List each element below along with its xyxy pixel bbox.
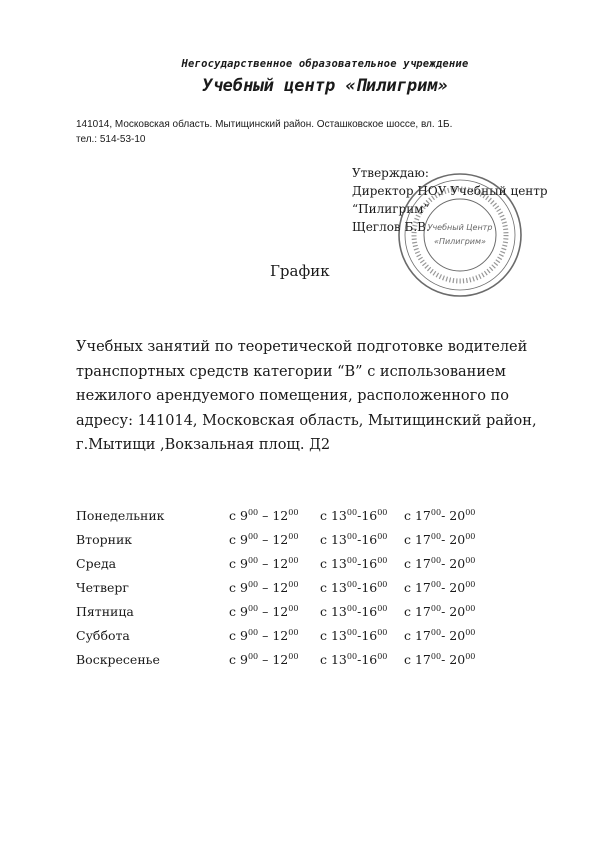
time-slot-to: 20 <box>449 652 466 667</box>
time-slot-from: 9 <box>239 604 248 619</box>
time-slot-to-sup: 00 <box>288 508 299 517</box>
schedule-table <box>76 508 536 676</box>
time-slot-to: 20 <box>449 532 466 547</box>
time-slot <box>229 508 298 523</box>
time-slot-to-sup: 00 <box>377 652 388 661</box>
time-slot-from-sup: 00 <box>346 580 358 589</box>
time-slot-prefix: с <box>229 508 240 523</box>
stamp-center-line2: «Пилигрим» <box>434 237 486 246</box>
time-slot-prefix: с <box>320 604 331 619</box>
time-slot-from-sup: 00 <box>430 628 442 637</box>
time-slot-from-sup: 00 <box>346 508 358 517</box>
time-slot-to-sup: 00 <box>288 580 299 589</box>
time-slot-to: 12 <box>272 604 289 619</box>
time-slot <box>404 652 475 667</box>
time-slot-to-sup: 00 <box>465 628 476 637</box>
time-slot-to: 12 <box>272 628 289 643</box>
time-slot-prefix: с <box>320 652 331 667</box>
time-slot-from-sup: 00 <box>346 604 358 613</box>
time-slot-to: 20 <box>449 604 466 619</box>
schedule-row <box>76 580 536 604</box>
time-slot-from-sup: 00 <box>247 508 259 517</box>
time-slot-from: 9 <box>239 652 248 667</box>
time-slot-to-sup: 00 <box>465 580 476 589</box>
time-slot-sep: - <box>357 628 362 643</box>
time-slot <box>404 604 475 619</box>
time-slot-to: 16 <box>361 580 378 595</box>
time-slot-prefix: с <box>404 652 415 667</box>
time-slot-from: 13 <box>330 628 347 643</box>
time-slot-sep: - <box>441 604 450 619</box>
time-slot-from-sup: 00 <box>346 652 358 661</box>
time-slot-sep: - <box>441 556 450 571</box>
time-slot-sep: - <box>441 532 450 547</box>
time-slot-from-sup: 00 <box>247 604 259 613</box>
time-slot-to: 16 <box>361 556 378 571</box>
schedule-description: Учебных занятий по теоретической подготовке водителей транспортных средств категории “В” с использованием нежилого арендуемого помещения, расположенного по адресу: 141014, Московская область, Мытищинский район, г.Мытищи ,Вокзальная площ. Д2 <box>76 339 537 453</box>
schedule-row <box>76 604 536 628</box>
time-slot-from-sup: 00 <box>430 508 442 517</box>
stamp-seal-icon <box>395 170 525 300</box>
time-slot-from-sup: 00 <box>247 628 259 637</box>
time-slot-to-sup: 00 <box>377 532 388 541</box>
time-slot-from-sup: 00 <box>247 580 259 589</box>
time-slot-to-sup: 00 <box>465 652 476 661</box>
time-slot-prefix: с <box>229 652 240 667</box>
time-slot <box>229 580 298 595</box>
schedule-row <box>76 652 536 676</box>
schedule-day: Понедельник <box>76 508 165 523</box>
time-slot <box>229 652 298 667</box>
time-slot-sep: - <box>441 508 450 523</box>
time-slot-from: 9 <box>239 556 248 571</box>
time-slot-prefix: с <box>404 604 415 619</box>
time-slot <box>229 532 298 547</box>
schedule-row <box>76 556 536 580</box>
time-slot-to: 12 <box>272 532 289 547</box>
time-slot <box>320 556 387 571</box>
organization-name: Учебный центр «Пилигрим» <box>202 76 448 96</box>
time-slot-prefix: с <box>404 532 415 547</box>
schedule-day: Воскресенье <box>76 652 160 667</box>
time-slot-sep: - <box>441 628 450 643</box>
time-slot-from-sup: 00 <box>247 532 259 541</box>
approval-signatory: Щеглов Б.В. <box>352 220 430 234</box>
time-slot-from: 9 <box>239 628 248 643</box>
time-slot-to-sup: 00 <box>465 508 476 517</box>
time-slot-to-sup: 00 <box>465 532 476 541</box>
schedule-row <box>76 532 536 556</box>
time-slot-to-sup: 00 <box>288 628 299 637</box>
time-slot-sep: – <box>258 628 273 643</box>
time-slot-to-sup: 00 <box>288 556 299 565</box>
time-slot-sep: - <box>357 532 362 547</box>
time-slot-sep: – <box>258 508 273 523</box>
time-slot <box>229 604 298 619</box>
time-slot-from-sup: 00 <box>430 652 442 661</box>
time-slot-to: 16 <box>361 628 378 643</box>
time-slot-to-sup: 00 <box>288 604 299 613</box>
time-slot-prefix: с <box>229 604 240 619</box>
time-slot <box>320 508 387 523</box>
time-slot <box>404 628 475 643</box>
time-slot-sep: - <box>357 652 362 667</box>
time-slot-to-sup: 00 <box>377 508 388 517</box>
stamp-center-line1: Учебный Центр <box>427 223 493 232</box>
time-slot-sep: – <box>258 604 273 619</box>
time-slot-prefix: с <box>404 556 415 571</box>
time-slot-from-sup: 00 <box>346 556 358 565</box>
time-slot-sep: – <box>258 532 273 547</box>
time-slot-to-sup: 00 <box>465 556 476 565</box>
time-slot-from: 17 <box>414 580 431 595</box>
time-slot-to-sup: 00 <box>377 628 388 637</box>
time-slot <box>320 580 387 595</box>
time-slot-to: 12 <box>272 556 289 571</box>
time-slot-to-sup: 00 <box>377 580 388 589</box>
document-title: График <box>270 262 330 280</box>
approval-organization: “Пилигрим” <box>352 202 430 216</box>
approval-heading: Утверждаю: <box>352 166 429 180</box>
schedule-day: Суббота <box>76 628 130 643</box>
time-slot-from-sup: 00 <box>430 556 442 565</box>
time-slot-to: 20 <box>449 628 466 643</box>
time-slot-from-sup: 00 <box>346 628 358 637</box>
time-slot-from: 17 <box>414 508 431 523</box>
time-slot-from-sup: 00 <box>430 604 442 613</box>
time-slot-to-sup: 00 <box>288 652 299 661</box>
time-slot-to: 16 <box>361 508 378 523</box>
time-slot-to: 20 <box>449 508 466 523</box>
time-slot-to-sup: 00 <box>377 604 388 613</box>
time-slot-prefix: с <box>404 508 415 523</box>
time-slot-from: 17 <box>414 652 431 667</box>
time-slot-sep: - <box>357 580 362 595</box>
time-slot <box>229 628 298 643</box>
time-slot-to: 16 <box>361 652 378 667</box>
time-slot-from: 9 <box>239 508 248 523</box>
time-slot <box>320 652 387 667</box>
time-slot <box>404 556 475 571</box>
time-slot-sep: - <box>441 652 450 667</box>
time-slot <box>320 628 387 643</box>
time-slot-to: 12 <box>272 508 289 523</box>
organization-phone: тел.: 514-53-10 <box>76 134 146 145</box>
time-slot-from: 17 <box>414 556 431 571</box>
time-slot-sep: - <box>441 580 450 595</box>
time-slot-prefix: с <box>229 628 240 643</box>
time-slot-prefix: с <box>404 580 415 595</box>
time-slot-prefix: с <box>229 580 240 595</box>
approval-position: Директор НОУ Учебный центр <box>352 184 548 198</box>
schedule-row <box>76 628 536 652</box>
time-slot <box>320 532 387 547</box>
time-slot-from: 17 <box>414 532 431 547</box>
time-slot-to: 20 <box>449 580 466 595</box>
time-slot-from-sup: 00 <box>430 532 442 541</box>
schedule-day: Вторник <box>76 532 133 547</box>
time-slot-prefix: с <box>320 556 331 571</box>
time-slot-from-sup: 00 <box>247 556 259 565</box>
time-slot <box>404 508 475 523</box>
time-slot-to: 12 <box>272 580 289 595</box>
time-slot-prefix: с <box>320 532 331 547</box>
time-slot-to: 16 <box>361 604 378 619</box>
time-slot-prefix: с <box>320 508 331 523</box>
schedule-day: Среда <box>76 556 117 571</box>
time-slot-to: 20 <box>449 556 466 571</box>
time-slot <box>320 604 387 619</box>
time-slot-to: 12 <box>272 652 289 667</box>
time-slot <box>404 580 475 595</box>
schedule-day: Пятница <box>76 604 134 619</box>
time-slot-sep: - <box>357 604 362 619</box>
time-slot-from: 13 <box>330 556 347 571</box>
organization-type: Негосударственное образовательное учреждение <box>181 58 469 70</box>
time-slot-from: 13 <box>330 532 347 547</box>
time-slot-from: 13 <box>330 652 347 667</box>
time-slot-prefix: с <box>229 532 240 547</box>
time-slot-from: 13 <box>330 580 347 595</box>
time-slot <box>229 556 298 571</box>
time-slot-sep: - <box>357 508 362 523</box>
time-slot-to-sup: 00 <box>377 556 388 565</box>
time-slot-from: 9 <box>239 580 248 595</box>
time-slot-to: 16 <box>361 532 378 547</box>
time-slot-from-sup: 00 <box>346 532 358 541</box>
schedule-day: Четверг <box>76 580 129 595</box>
time-slot-sep: – <box>258 652 273 667</box>
time-slot-from: 17 <box>414 604 431 619</box>
time-slot-from: 13 <box>330 508 347 523</box>
time-slot-from: 9 <box>239 532 248 547</box>
time-slot-sep: – <box>258 556 273 571</box>
time-slot-to-sup: 00 <box>288 532 299 541</box>
time-slot-sep: – <box>258 580 273 595</box>
time-slot-from-sup: 00 <box>430 580 442 589</box>
time-slot-to-sup: 00 <box>465 604 476 613</box>
time-slot-from: 17 <box>414 628 431 643</box>
time-slot-prefix: с <box>229 556 240 571</box>
time-slot-prefix: с <box>320 580 331 595</box>
time-slot-prefix: с <box>404 628 415 643</box>
time-slot-sep: - <box>357 556 362 571</box>
organization-address: 141014, Московская область. Мытищинский район. Осташковское шоссе, вл. 1Б. <box>76 119 453 130</box>
schedule-row <box>76 508 536 532</box>
time-slot-from-sup: 00 <box>247 652 259 661</box>
time-slot-prefix: с <box>320 628 331 643</box>
time-slot-from: 13 <box>330 604 347 619</box>
time-slot <box>404 532 475 547</box>
